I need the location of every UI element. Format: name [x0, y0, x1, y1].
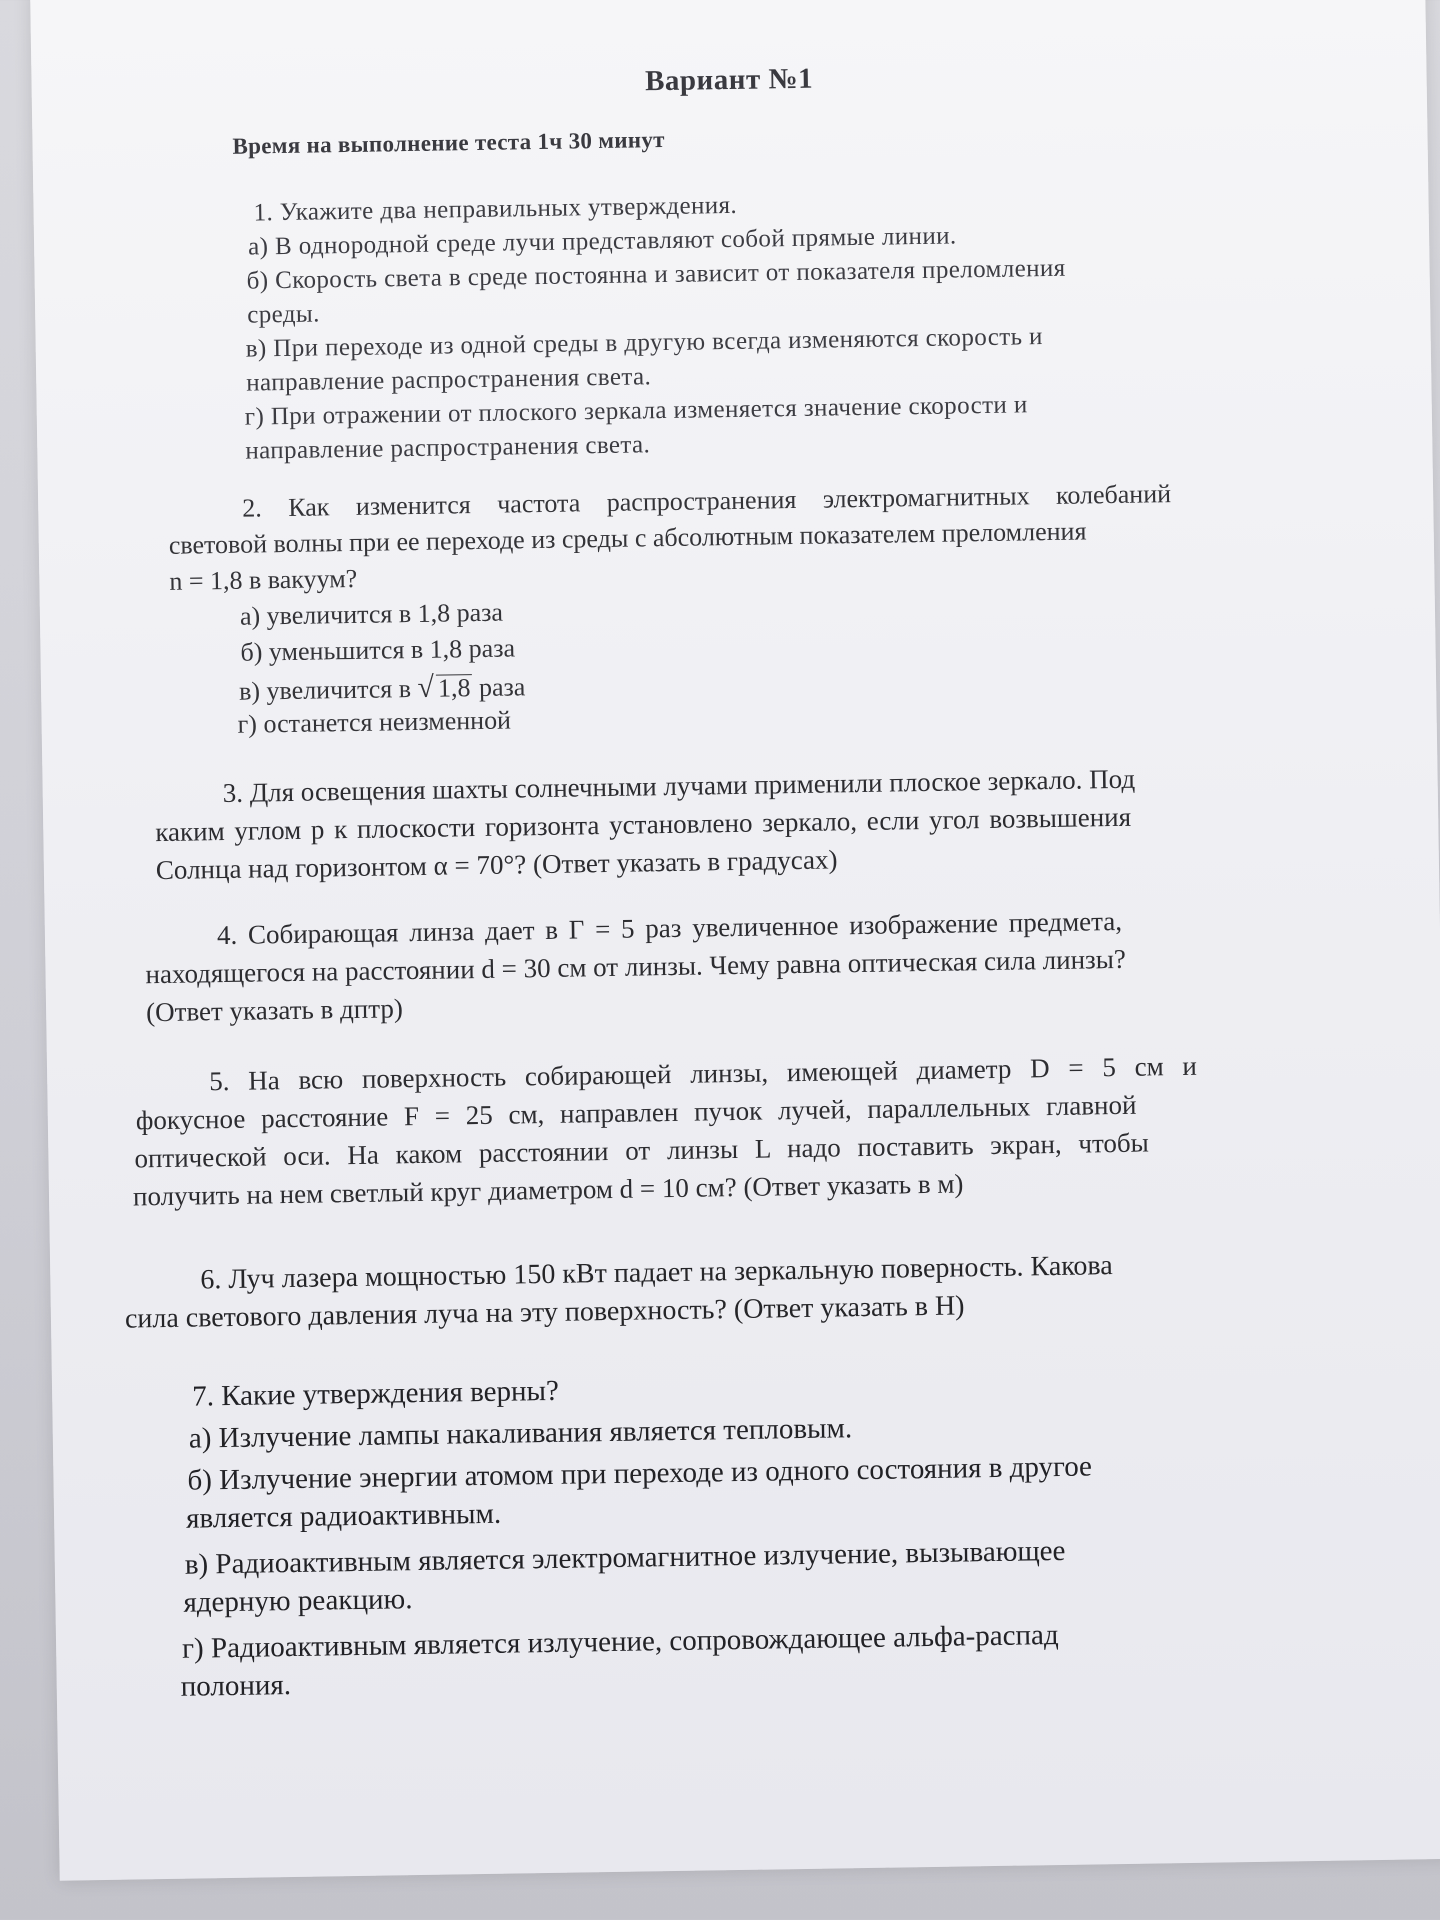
question-7-option-d: г) Радиоактивным является излучение, сопровождающее альфа-распад — [181, 1619, 1059, 1665]
question-3-line-2: каким углом р к плоскости горизонта установлено зеркало, если угол возвышения — [155, 801, 1132, 848]
question-2-line-1 — [242, 477, 1304, 524]
question-4-line-3: (Ответ указать в дптр) — [145, 993, 404, 1028]
question-6-line-1: 6. Луч лазера мощностью 150 кВт падает на зеркальную поверность. Какова — [200, 1250, 1113, 1296]
question-6-line-2: сила светового давления луча на эту поверхность? (Ответ указать в Н) — [124, 1290, 965, 1335]
question-1-text: 1. Укажите два неправильных утверждения. — [253, 191, 738, 227]
question-3-line-3: Солнца над горизонтом α = 70°? (Ответ указать в градусах) — [155, 844, 838, 886]
question-5-line-2: фокусное расстояние F = 25 см, направлен пучок лучей, параллельных главной — [135, 1089, 1137, 1136]
question-7-option-b-cont: является радиоактивным. — [185, 1497, 502, 1535]
square-root-value: 1,8 — [437, 673, 471, 703]
question-2-option-a: а) увеличится в 1,8 раза — [239, 597, 504, 631]
question-5-line-4: получить на нем светлый круг диаметром d = 10 см? (Ответ указать в м) — [132, 1168, 964, 1212]
question-7-option-d-cont: полония. — [180, 1669, 292, 1703]
question-7-option-c: в) Радиоактивным является электромагнитное излучение, вызывающее — [184, 1534, 1066, 1581]
test-duration: Время на выполнение теста 1ч 30 минут — [232, 127, 665, 159]
question-2-text-1: 2. Как изменится частота распространения электромагнитных колебаний — [242, 479, 1172, 523]
question-1-option-c-cont: направление распространения света. — [246, 363, 652, 397]
question-3-line-1: 3. Для освещения шахты солнечными лучами применили плоское зеркало. Под — [222, 763, 1136, 809]
question-7-option-c-cont: ядерную реакцию. — [183, 1583, 413, 1619]
question-2-option-b: б) уменьшится в 1,8 раза — [240, 633, 516, 667]
question-5-line-3: оптической оси. На каком расстоянии от линзы L надо поставить экран, чтобы — [134, 1127, 1150, 1174]
question-1-option-c: в) При переходе из одной среды в другую всегда изменяются скорость и — [245, 323, 1044, 363]
question-1-option-b-cont: среды. — [246, 300, 320, 329]
question-2-option-c — [239, 669, 526, 707]
question-1-option-a: а) В однородной среде лучи представляют собой прямые линии. — [247, 222, 957, 261]
question-2-line-3: n = 1,8 в вакуум? — [169, 563, 358, 596]
question-4-line-2: находящегося на расстоянии d = 30 см от линзы. Чему равна оптическая сила линзы? — [145, 943, 1127, 990]
square-root-symbol: √ — [417, 670, 435, 704]
question-2-option-c-suffix: раза — [478, 672, 526, 702]
question-1-option-b: б) Скорость света в среде постоянна и зависит от показателя преломления — [246, 254, 1066, 295]
question-1-option-d: г) При отражении от плоского зеркала изменяется значение скорости и — [244, 391, 1028, 431]
question-2-option-c-prefix: в) увеличится в — [238, 674, 412, 706]
question-5-line-1: 5. На всю поверхность собирающей линзы, имеющей диаметр D = 5 см и — [208, 1050, 1198, 1097]
question-7-option-b: б) Излучение энергии атомом при переходе из одного состояния в другое — [187, 1450, 1093, 1497]
question-4-line-1: 4. Собирающая линза дает в Г = 5 раз увеличенное изображение предмета, — [216, 905, 1123, 951]
question-1-option-d-cont: направление распространения света. — [245, 431, 651, 465]
paper-sheet — [30, 0, 1440, 1881]
question-2-line-2: световой волны при ее переходе из среды с абсолютным показателем преломления — [168, 516, 1087, 560]
question-2-option-d: г) останется неизменной — [237, 705, 512, 739]
question-7-text: 7. Какие утверждения верны? — [191, 1374, 560, 1413]
question-7-option-a: а) Излучение лампы накаливания является тепловым. — [188, 1412, 853, 1455]
page-title: Вариант №1 — [644, 62, 814, 98]
